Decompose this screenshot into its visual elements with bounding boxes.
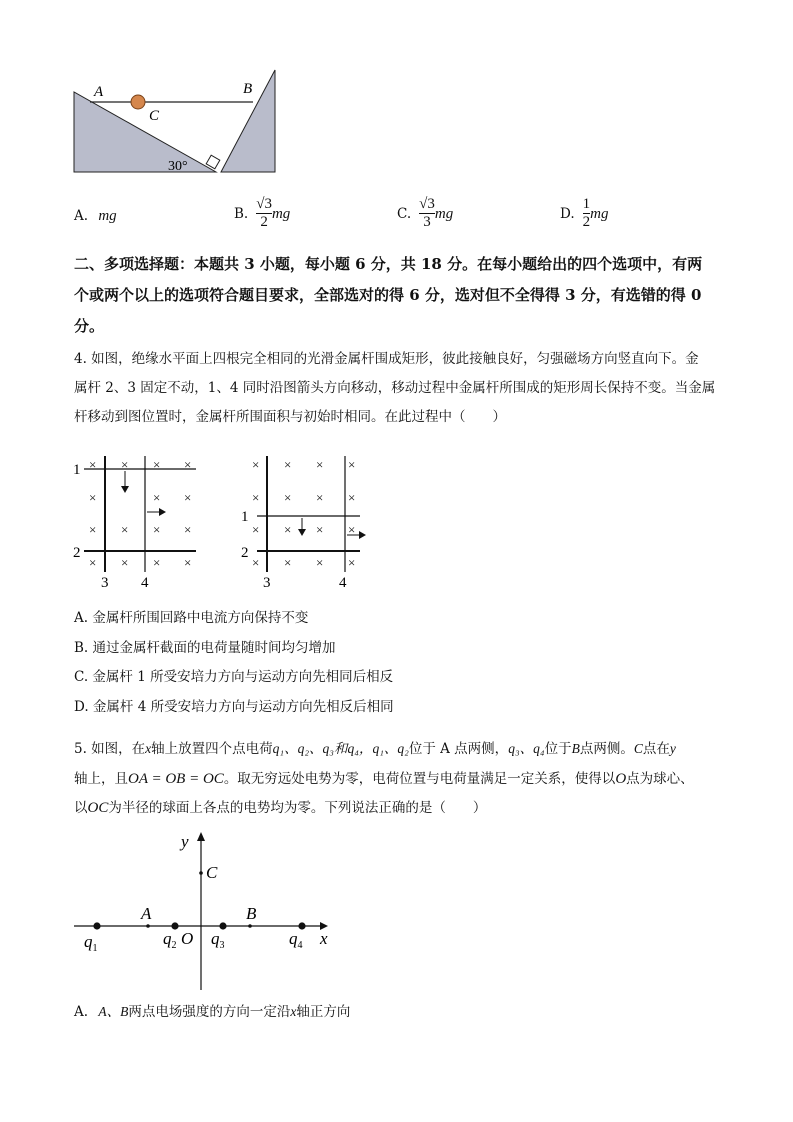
svg-text:×: × xyxy=(252,457,260,472)
label-b: B xyxy=(243,81,253,97)
q3-option-a: A. mg xyxy=(74,208,117,224)
q3-option-d: D. $\frac{1}{2}$ mg xyxy=(560,196,609,230)
rod-label-1: 1 xyxy=(241,509,249,525)
q5-line-2: 轴上，且OA = OB = OC。取无穷远处电势为零，电荷位置与电荷量满足一定关系，使得以O点为球心、 xyxy=(74,770,694,787)
svg-text:×: × xyxy=(121,555,129,570)
label-x: x xyxy=(320,929,328,948)
incline-figure xyxy=(60,60,290,185)
svg-text:×: × xyxy=(153,522,161,537)
arrow-right-head xyxy=(159,508,166,516)
arrow-down-head xyxy=(298,529,306,536)
point-b xyxy=(248,924,252,928)
fraction: $\frac{√3}{3}$ xyxy=(419,196,435,230)
svg-text:×: × xyxy=(348,457,356,472)
q4-options xyxy=(74,604,394,722)
label-q4: $q_4$ xyxy=(289,929,303,951)
rod-label-4: 4 xyxy=(339,575,347,590)
rod-label-3: 3 xyxy=(101,575,109,590)
svg-text:×: × xyxy=(284,457,292,472)
point-a xyxy=(146,924,150,928)
svg-text:×: × xyxy=(184,522,192,537)
q4-option-b: B. 通过金属杆截面的电荷量随时间均匀增加 xyxy=(74,639,336,656)
rod-label-3: 3 xyxy=(263,575,271,590)
svg-text:×: × xyxy=(184,555,192,570)
point-c xyxy=(199,871,203,875)
charges-figure xyxy=(70,825,345,995)
svg-text:×: × xyxy=(252,522,260,537)
svg-text:×: × xyxy=(348,490,356,505)
label-b: B xyxy=(246,904,257,923)
arrow-right-head xyxy=(359,531,366,539)
label-q3: $q_3$ xyxy=(211,929,225,951)
rods-figure-left xyxy=(70,450,210,590)
svg-text:×: × xyxy=(284,490,292,505)
label-o: O xyxy=(181,929,194,948)
svg-text:×: × xyxy=(153,555,161,570)
rod-label-2: 2 xyxy=(241,545,249,561)
q4-option-c: C. 金属杆 1 所受安培力方向与运动方向先相同后相反 xyxy=(74,669,394,685)
q4-option-d: D. 金属杆 4 所受安培力方向与运动方向先相反后相同 xyxy=(74,698,394,715)
label-q1: $q_1$ xyxy=(84,932,98,954)
q3-option-c: C. $\frac{√3}{3}$ mg xyxy=(397,196,454,230)
label-a: A xyxy=(94,84,104,100)
charge-q3 xyxy=(219,922,226,929)
label-c: C xyxy=(149,108,160,124)
svg-text:×: × xyxy=(89,457,97,472)
svg-text:×: × xyxy=(89,490,97,505)
q5-line-1: 5. 如图，在x轴上放置四个点电荷q₁、q₂、q₃和q₄，q₁、q₂位于 A 点两侧，q₃、q₄位于B点两侧。C点在y xyxy=(74,741,676,757)
svg-text:×: × xyxy=(153,490,161,505)
charge-q2 xyxy=(171,922,178,929)
fraction: $\frac{√3}{2}$ xyxy=(256,196,272,230)
svg-text:×: × xyxy=(284,555,292,570)
svg-text:×: × xyxy=(153,457,161,472)
q5-stem xyxy=(74,734,694,824)
label-c: C xyxy=(206,863,218,882)
svg-text:×: × xyxy=(316,555,324,570)
label-y: y xyxy=(181,832,189,851)
svg-text:×: × xyxy=(252,490,260,505)
right-angle-mark xyxy=(206,155,220,169)
q5-line-3: 以OC为半径的球面上各点的电势均为零。下列说法正确的是（ ） xyxy=(74,800,487,816)
svg-text:×: × xyxy=(184,457,192,472)
svg-text:×: × xyxy=(121,522,129,537)
q4-option-a: A. 金属杆所围回路中电流方向保持不变 xyxy=(74,610,309,626)
rods-figure-right xyxy=(235,450,380,590)
ball-c xyxy=(131,95,145,109)
label-angle: 30° xyxy=(168,159,188,174)
svg-text:×: × xyxy=(184,490,192,505)
section-heading: 二、多项选择题：本题共 3 小题，每小题 6 分，共 18 分。在每小题给出的四个选项中，有两 个或两个以上的选项符合题目要求，全部选对的得 6 分，选对但不全得得 3 分，有选错的得 0 分。 xyxy=(74,255,703,335)
svg-text:×: × xyxy=(316,457,324,472)
label-q2: $q_2$ xyxy=(163,929,177,951)
q3-option-b: B. $\frac{√3}{2}$ mg xyxy=(234,196,291,230)
svg-text:×: × xyxy=(348,522,356,537)
svg-text:×: × xyxy=(252,555,260,570)
svg-text:×: × xyxy=(316,522,324,537)
charge-q1 xyxy=(93,922,100,929)
svg-text:×: × xyxy=(284,522,292,537)
y-arrow-head xyxy=(197,832,205,841)
rod-label-1: 1 xyxy=(73,462,81,478)
svg-text:×: × xyxy=(121,457,129,472)
charge-q4 xyxy=(298,922,305,929)
svg-text:×: × xyxy=(89,555,97,570)
svg-text:×: × xyxy=(316,490,324,505)
rod-label-4: 4 xyxy=(141,575,149,590)
rod-label-2: 2 xyxy=(73,545,81,561)
arrow-down-head xyxy=(121,486,129,493)
svg-text:×: × xyxy=(348,555,356,570)
label-a: A xyxy=(141,904,152,923)
q4-stem: 4. 如图，绝缘水平面上四根完全相同的光滑金属杆围成矩形，彼此接触良好，匀强磁场方向竖直向下。金 属杆 2、3 固定不动，1、4 同时沿图箭头方向移动，移动过程中金属杆所围成的矩形周长保持不变。当金属 杆移动到图位置时，金属杆所围面积与初始时相同。在此过程中（ ） xyxy=(74,351,716,425)
svg-text:×: × xyxy=(89,522,97,537)
fraction: $\frac{1}{2}$ xyxy=(582,196,591,230)
q5-option-a: A. A、B两点电场强度的方向一定沿x轴正方向 xyxy=(74,1004,351,1020)
